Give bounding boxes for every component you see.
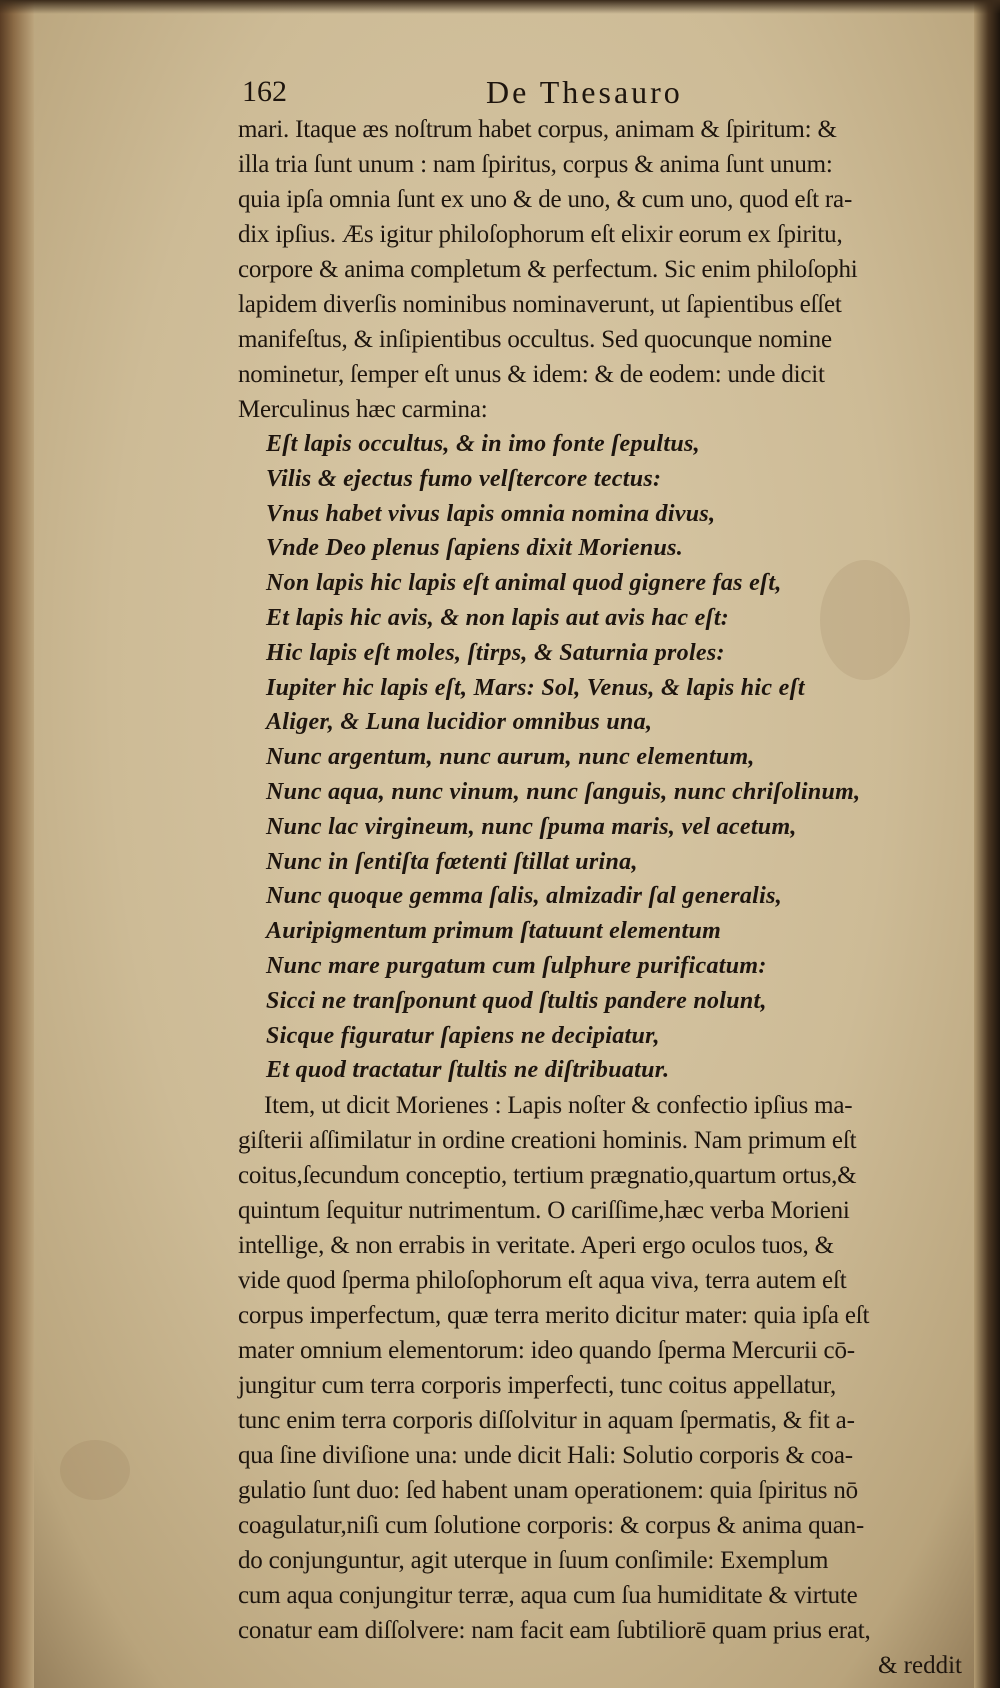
verse-line: Eſt lapis occultus, & in imo fonte ſepultus, xyxy=(266,431,700,457)
text-line: dix ipſius. Æs igitur philoſophorum eſt elixir eorum ex ſpiritu, xyxy=(238,221,843,248)
verse-line: Aliger, & Luna lucidior omnibus una, xyxy=(266,709,653,736)
verse-line: Nunc in ſentiſta fœtenti ſtillat urina, xyxy=(266,848,638,875)
text-line: quia ipſa omnia ſunt ex uno & de uno, & cum uno, quod eſt ra- xyxy=(238,186,853,213)
page-top-shadow xyxy=(0,0,1000,14)
text-line: jungitur cum terra corporis imperfecti, tunc coitus appellatur, xyxy=(238,1372,836,1400)
text-line: corpus imperfectum, quæ terra merito dicitur mater: quia ipſa eſt xyxy=(238,1302,870,1330)
text-line: mari. Itaque æs noſtrum habet corpus, animam & ſpiritum: & xyxy=(238,116,837,143)
verse-line: Iupiter hic lapis eſt, Mars: Sol, Venus, & lapis hic eſt xyxy=(266,674,805,701)
text-line: nominetur, ſemper eſt unus & idem: & de eodem: unde dicit xyxy=(238,361,825,388)
verse-line: Vnus habet vivus lapis omnia nomina divus, xyxy=(266,500,716,527)
verse-line: Vnde Deo plenus ſapiens dixit Morienus. xyxy=(266,535,684,562)
verse-line: Hic lapis eſt moles, ſtirps, & Saturnia proles: xyxy=(266,639,725,666)
text-line: illa tria ſunt unum : nam ſpiritus, corpus & anima ſunt unum: xyxy=(238,151,833,178)
text-line: conatur eam diſſolvere: nam facit eam ſubtiliorē quam prius erat, xyxy=(238,1617,871,1645)
verse-line: Sicque figuratur ſapiens ne decipiatur, xyxy=(266,1022,660,1049)
text-line: Item, ut dicit Morienes : Lapis noſter & confectio ipſius ma- xyxy=(264,1092,853,1120)
verse-line: Et lapis hic avis, & non lapis aut avis hac eſt: xyxy=(266,604,730,631)
running-head xyxy=(238,72,990,112)
text-line: Merculinus hæc carmina: xyxy=(238,396,488,423)
text-line: mater omnium elementorum: ideo quando ſperma Mercurii cō- xyxy=(238,1337,855,1365)
catchword: & reddit xyxy=(877,1652,962,1680)
verse-line: Sicci ne tranſponunt quod ſtultis pandere nolunt, xyxy=(266,987,767,1014)
verse-line: Nunc quoque gemma ſalis, almizadir ſal generalis, xyxy=(266,883,783,910)
text-line: cum aqua conjungitur terræ, aqua cum ſua humiditate & virtute xyxy=(238,1582,858,1610)
text-line: gulatio ſunt duo: ſed habent unam operationem: quia ſpiritus nō xyxy=(238,1477,858,1505)
text-line: intellige, & non errabis in veritate. Aperi ergo oculos tuos, & xyxy=(238,1232,834,1260)
verse-line: Nunc aqua, nunc vinum, nunc ſanguis, nunc chriſolinum, xyxy=(266,778,861,805)
text-line: qua ſine diviſione una: unde dicit Hali: Solutio corporis & coa- xyxy=(238,1442,853,1470)
text-line: vide quod ſperma philoſophorum eſt aqua viva, terra autem eſt xyxy=(238,1267,847,1295)
text-line: coitus,ſecundum conceptio, tertium prægnatio,quartum ortus,& xyxy=(238,1162,857,1190)
intro-paragraph xyxy=(238,112,990,427)
verse-line: Et quod tractatur ſtultis ne diſtribuatur. xyxy=(266,1057,670,1084)
main-paragraph xyxy=(238,1088,990,1648)
text-line: quintum ſequitur nutrimentum. O cariſſime,hæc verba Morieni xyxy=(238,1197,850,1225)
verse-line: Nunc argentum, nunc aurum, nunc elementum, xyxy=(266,744,755,771)
text-line: tunc enim terra corporis diſſolvitur in aquam ſpermatis, & fit a- xyxy=(238,1407,855,1435)
page-number: 162 xyxy=(242,75,287,108)
verse-line: Non lapis hic lapis eſt animal quod gignere fas eſt, xyxy=(266,570,782,597)
text-line: do conjunguntur, agit uterque in ſuum conſimile: Exemplum xyxy=(238,1547,829,1575)
text-line: lapidem diverſis nominibus nominaverunt, ut ſapientibus eſſet xyxy=(238,291,842,318)
text-line: corpore & anima completum & perfectum. Sic enim philoſophi xyxy=(238,256,858,283)
running-title: De Thesauro xyxy=(486,74,683,110)
page-content xyxy=(238,72,990,1683)
text-line: manifeſtus, & inſipientibus occultus. Sed quocunque nomine xyxy=(238,326,832,353)
text-line: giſterii aſſimilatur in ordine creationi hominis. Nam primum eſt xyxy=(238,1127,857,1155)
page-gutter-shadow xyxy=(0,0,34,1688)
paper-stain xyxy=(60,1440,130,1500)
text-line: coagulatur,niſi cum ſolutione corporis: & corpus & anima quan- xyxy=(238,1512,865,1540)
verse-line: Vilis & ejectus fumo velſtercore tectus: xyxy=(266,465,662,492)
verse-block xyxy=(238,427,990,1088)
verse-line: Nunc mare purgatum cum ſulphure purificatum: xyxy=(266,952,767,979)
verse-line: Auripigmentum primum ſtatuunt elementum xyxy=(266,918,722,945)
verse-line: Nunc lac virgineum, nunc ſpuma maris, vel acetum, xyxy=(266,813,797,840)
